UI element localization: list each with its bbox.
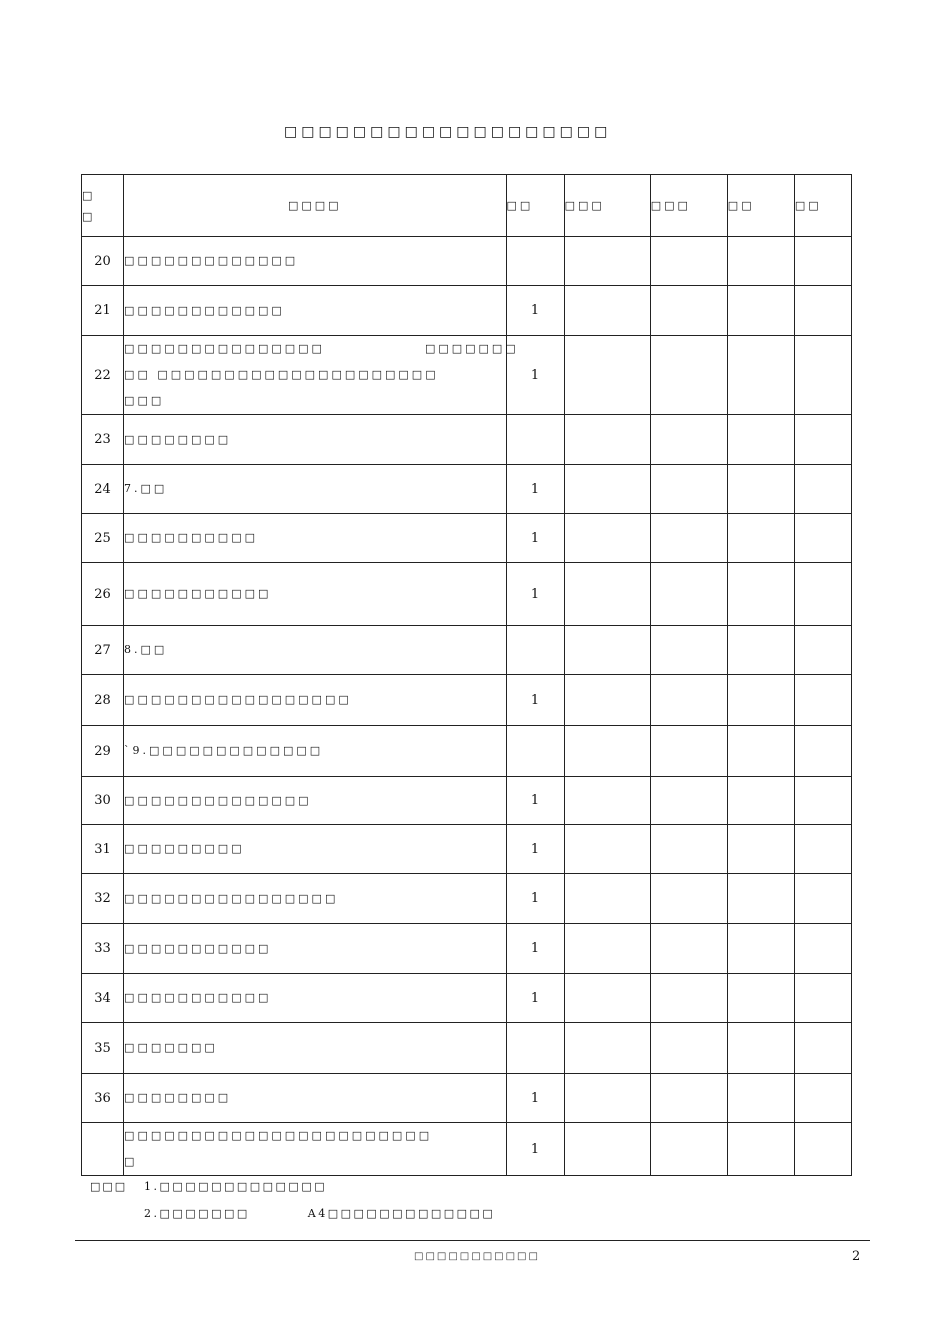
item-text: □□□□□□□□□□□□□□ (124, 793, 312, 807)
item-text: □□□□□□□□□□□□□ (124, 254, 299, 267)
item-line (124, 1149, 505, 1175)
row-col-d-cell (794, 974, 851, 1023)
row-col-c-cell (727, 675, 794, 726)
table-row (82, 825, 852, 874)
header-col-d: □□ (794, 175, 851, 237)
row-col-d-cell (794, 1023, 851, 1074)
row-col-c-cell (727, 336, 794, 415)
row-number: 25 (82, 514, 124, 563)
item-text: □□ □□□□□□□□□□□□□□□□□□□□□ (124, 368, 439, 381)
row-col-d-cell (794, 726, 851, 777)
item-line (124, 476, 505, 502)
row-col-b-cell (650, 1023, 727, 1074)
item-text: □□□ (124, 394, 165, 407)
row-item (124, 1123, 506, 1176)
row-item (124, 825, 506, 874)
row-col-a-cell (564, 415, 650, 465)
row-col-c-cell (727, 974, 794, 1023)
item-line (124, 525, 505, 551)
row-qty (506, 415, 564, 465)
note-2b: A4□□□□□□□□□□□□□ (307, 1207, 496, 1220)
row-qty (506, 626, 564, 675)
row-number: 21 (82, 286, 124, 336)
row-number: 35 (82, 1023, 124, 1074)
row-col-b-cell (650, 1123, 727, 1176)
item-line (124, 738, 505, 764)
header-col-a: □□□ (564, 175, 650, 237)
row-item (124, 514, 506, 563)
row-col-d-cell (794, 514, 851, 563)
row-col-b-cell (650, 286, 727, 336)
row-number: 29 (82, 726, 124, 777)
note-2a: 2.□□□□□□□ (144, 1207, 250, 1220)
row-item (124, 726, 506, 777)
row-col-a-cell (564, 626, 650, 675)
row-col-c-cell (727, 777, 794, 825)
row-col-d-cell (794, 874, 851, 924)
row-col-a-cell (564, 237, 650, 286)
item-line (124, 1085, 505, 1111)
row-item (124, 974, 506, 1023)
row-item (124, 1023, 506, 1074)
table-row (82, 563, 852, 626)
row-col-b-cell (650, 777, 727, 825)
row-col-b-cell (650, 465, 727, 514)
item-line (124, 298, 505, 324)
table-row (82, 626, 852, 675)
row-qty: 1 (506, 465, 564, 514)
item-text: □□□□□□□□□□□□□□□□ (124, 891, 339, 905)
row-number: 34 (82, 974, 124, 1023)
row-col-c-cell (727, 237, 794, 286)
table-row (82, 924, 852, 974)
item-text: 8.□□ (124, 643, 168, 656)
item-text: □□□□□□□□□ (124, 842, 245, 855)
item-line (124, 1123, 505, 1149)
row-item (124, 237, 506, 286)
table-row (82, 465, 852, 514)
row-col-d-cell (794, 286, 851, 336)
row-item (124, 777, 506, 825)
item-line (124, 336, 519, 362)
row-number: 30 (82, 777, 124, 825)
row-col-b-cell (650, 626, 727, 675)
row-number: 36 (82, 1074, 124, 1123)
item-line (124, 581, 505, 607)
header-col-b: □□□ (650, 175, 727, 237)
page-number: 2 (852, 1249, 861, 1264)
row-col-b-cell (650, 675, 727, 726)
row-number: 22 (82, 336, 124, 415)
row-col-b-cell (650, 563, 727, 626)
item-text: □□□□□□□□ (124, 432, 232, 446)
row-number: 27 (82, 626, 124, 675)
row-col-c-cell (727, 563, 794, 626)
row-col-c-cell (727, 1023, 794, 1074)
item-text: □□□□□□□ (124, 1041, 218, 1054)
row-col-c-cell (727, 1123, 794, 1176)
row-col-b-cell (650, 336, 727, 415)
row-col-c-cell (727, 286, 794, 336)
row-qty: 1 (506, 924, 564, 974)
header-col-c: □□ (727, 175, 794, 237)
item-text: □□□□□□□□□□□ (124, 941, 272, 955)
row-item (124, 924, 506, 974)
row-col-b-cell (650, 237, 727, 286)
item-line (124, 388, 505, 414)
row-col-d-cell (794, 924, 851, 974)
header-item: □□□□ (124, 175, 506, 237)
row-col-c-cell (727, 825, 794, 874)
row-col-c-cell (727, 726, 794, 777)
item-line (124, 886, 505, 912)
row-qty (506, 237, 564, 286)
row-col-d-cell (794, 465, 851, 514)
row-col-c-cell (727, 626, 794, 675)
row-col-a-cell (564, 1023, 650, 1074)
item-line (124, 248, 505, 274)
row-number (82, 1123, 124, 1176)
item-line (124, 985, 505, 1011)
row-col-d-cell (794, 626, 851, 675)
row-item (124, 563, 506, 626)
row-col-a-cell (564, 777, 650, 825)
row-col-b-cell (650, 415, 727, 465)
row-col-b-cell (650, 924, 727, 974)
row-qty: 1 (506, 336, 564, 415)
row-item (124, 286, 506, 336)
row-col-a-cell (564, 286, 650, 336)
row-qty (506, 1023, 564, 1074)
row-qty: 1 (506, 1074, 564, 1123)
document-title: □□□□□□□□□□□□□□□□□□□ (284, 124, 612, 140)
row-col-a-cell (564, 874, 650, 924)
row-col-d-cell (794, 563, 851, 626)
table-row (82, 974, 852, 1023)
table-row (82, 237, 852, 286)
row-number: 33 (82, 924, 124, 974)
header-no-line1: □ (82, 188, 96, 202)
row-col-b-cell (650, 514, 727, 563)
row-col-d-cell (794, 1123, 851, 1176)
row-item (124, 415, 506, 465)
row-qty: 1 (506, 974, 564, 1023)
item-text: □ (124, 1155, 138, 1168)
note-line-1 (90, 1173, 495, 1200)
item-text: □□□□□□□□□□ (124, 531, 258, 544)
table-row (82, 1123, 852, 1176)
row-col-d-cell (794, 825, 851, 874)
note-line-2 (90, 1200, 495, 1227)
row-col-b-cell (650, 726, 727, 777)
row-col-d-cell (794, 1074, 851, 1123)
row-number: 20 (82, 237, 124, 286)
row-col-c-cell (727, 415, 794, 465)
row-qty: 1 (506, 777, 564, 825)
row-item (124, 874, 506, 924)
row-qty: 1 (506, 514, 564, 563)
row-number: 32 (82, 874, 124, 924)
row-qty: 1 (506, 1123, 564, 1176)
item-text: □□□□□□□□□□□□ (124, 303, 285, 317)
item-extra-text: □□□□□□□ (424, 342, 519, 355)
row-qty: 1 (506, 874, 564, 924)
table-row (82, 874, 852, 924)
row-col-d-cell (794, 415, 851, 465)
item-line (124, 637, 505, 663)
row-qty (506, 726, 564, 777)
row-item (124, 336, 519, 415)
row-col-b-cell (650, 825, 727, 874)
item-text: □□□□□□□□□□□ (124, 587, 272, 600)
row-col-d-cell (794, 336, 851, 415)
item-line (124, 362, 505, 388)
row-col-a-cell (564, 825, 650, 874)
checklist-table (81, 174, 852, 1176)
row-col-a-cell (564, 1074, 650, 1123)
item-text: `9.□□□□□□□□□□□□□ (124, 744, 324, 757)
table-row (82, 777, 852, 825)
table-row (82, 514, 852, 563)
row-col-a-cell (564, 465, 650, 514)
row-col-b-cell (650, 1074, 727, 1123)
footer-rule (75, 1240, 870, 1241)
row-qty: 1 (506, 286, 564, 336)
row-col-c-cell (727, 874, 794, 924)
row-col-d-cell (794, 777, 851, 825)
row-col-d-cell (794, 237, 851, 286)
item-text: 7.□□ (124, 482, 168, 495)
item-text: □□□□□□□□ (124, 1091, 232, 1104)
header-qty: □□ (506, 175, 564, 237)
row-col-a-cell (564, 514, 650, 563)
row-col-a-cell (564, 726, 650, 777)
table-body (82, 237, 852, 1176)
row-item (124, 675, 506, 726)
row-col-a-cell (564, 974, 650, 1023)
table-row (82, 675, 852, 726)
item-line (124, 1035, 505, 1061)
row-number: 23 (82, 415, 124, 465)
table-row (82, 415, 852, 465)
item-text: □□□□□□□□□□□□□□□ (124, 342, 325, 355)
row-col-c-cell (727, 514, 794, 563)
row-number: 28 (82, 675, 124, 726)
table-row (82, 726, 852, 777)
row-item (124, 626, 506, 675)
table-row (82, 286, 852, 336)
notes-label: □□□ (90, 1180, 128, 1193)
row-qty: 1 (506, 563, 564, 626)
item-text: □□□□□□□□□□□ (124, 991, 272, 1004)
header-no-line2: □ (82, 209, 96, 223)
row-col-a-cell (564, 1123, 650, 1176)
row-item (124, 465, 506, 514)
table-row (82, 1074, 852, 1123)
notes (90, 1173, 495, 1227)
row-col-a-cell (564, 563, 650, 626)
item-line (124, 936, 505, 962)
table-row (82, 336, 852, 415)
row-number: 31 (82, 825, 124, 874)
table-row (82, 1023, 852, 1074)
item-line (124, 687, 505, 713)
item-text: □□□□□□□□□□□□□□□□□□□□□□□ (124, 1129, 433, 1142)
row-qty: 1 (506, 825, 564, 874)
row-col-b-cell (650, 874, 727, 924)
row-number: 26 (82, 563, 124, 626)
row-col-a-cell (564, 336, 650, 415)
row-col-c-cell (727, 924, 794, 974)
table-header-row (82, 175, 852, 237)
row-number: 24 (82, 465, 124, 514)
row-col-a-cell (564, 924, 650, 974)
row-col-c-cell (727, 465, 794, 514)
item-line (124, 788, 505, 814)
row-col-d-cell (794, 675, 851, 726)
row-col-a-cell (564, 675, 650, 726)
footer-text: □□□□□□□□□□□ (414, 1251, 540, 1262)
item-line (124, 427, 505, 453)
row-col-c-cell (727, 1074, 794, 1123)
note-1: 1.□□□□□□□□□□□□□ (144, 1180, 328, 1193)
row-col-b-cell (650, 974, 727, 1023)
row-qty: 1 (506, 675, 564, 726)
item-text: □□□□□□□□□□□□□□□□□ (124, 693, 352, 706)
header-no (82, 175, 124, 237)
item-line (124, 836, 505, 862)
row-item (124, 1074, 506, 1123)
